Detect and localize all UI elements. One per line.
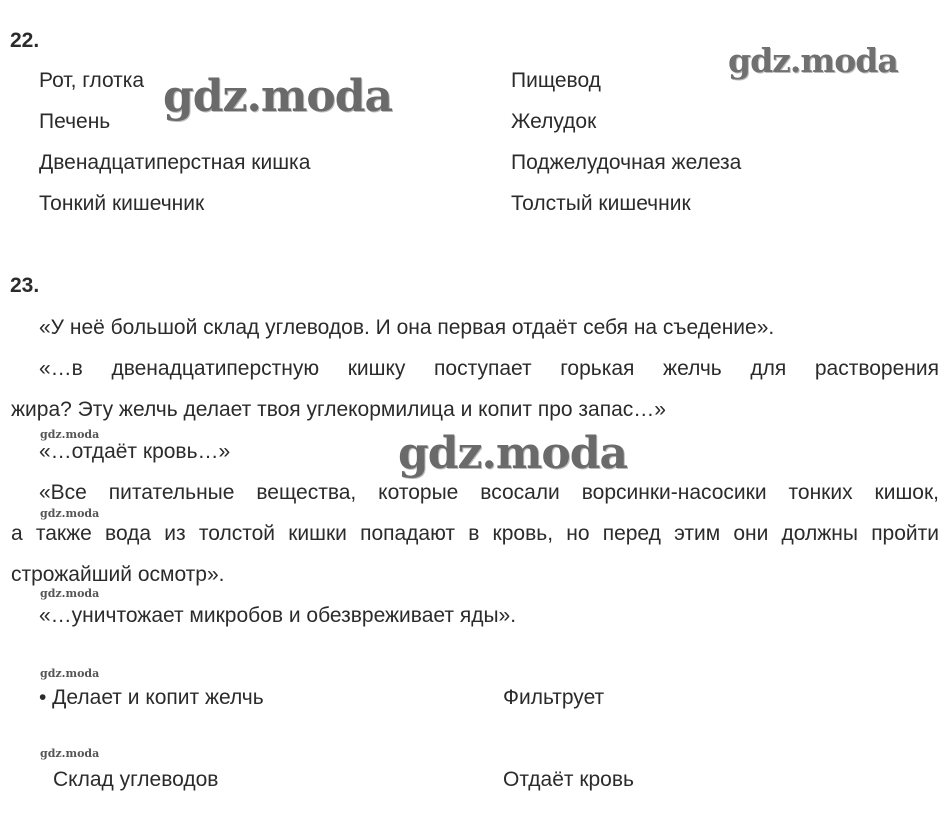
organ-liver: Печень <box>39 110 111 133</box>
quote-inspection-line2: а также вода из толстой кишки попадают в кровь, но перед этим они должны пройти <box>11 522 939 545</box>
task-22-number: 22. <box>10 29 40 52</box>
answer-carb-storage: Склад углеводов <box>53 768 219 791</box>
watermark-center: gdz.moda <box>398 428 628 479</box>
task-23-number: 23. <box>10 274 40 297</box>
watermark-small: gdz.moda <box>40 747 100 760</box>
watermark-top-right: gdz.moda <box>728 41 898 80</box>
quote-bile-line1: «…в двенадцатиперстную кишку поступает горькая желчь для растворения <box>39 357 939 380</box>
organ-mouth-pharynx: Рот, глотка <box>39 69 145 92</box>
quote-gives-blood: «…отдаёт кровь…» <box>39 440 231 463</box>
organ-duodenum: Двенадцатиперстная кишка <box>39 151 311 174</box>
watermark-small: gdz.moda <box>40 667 100 680</box>
answer-gives-blood: Отдаёт кровь <box>503 768 634 791</box>
quote-inspection-line1: «Все питательные вещества, которые всосали ворсинки-насосики тонких кишок, <box>39 481 939 504</box>
answer-filters: Фильтрует <box>503 686 605 709</box>
organ-small-intestine: Тонкий кишечник <box>39 192 205 215</box>
watermark-small: gdz.moda <box>40 507 100 520</box>
quote-storage: «У неё большой склад углеводов. И она первая отдаёт себя на съедение». <box>39 316 775 339</box>
watermark-large: gdz.moda <box>163 71 393 122</box>
organ-large-intestine: Толстый кишечник <box>511 192 691 215</box>
organ-pancreas: Поджелудочная железа <box>511 151 742 174</box>
quote-inspection-line3: строжайший осмотр». <box>11 563 225 586</box>
watermark-small: gdz.moda <box>40 428 100 441</box>
watermark-small: gdz.moda <box>40 587 100 600</box>
quote-microbes: «…уничтожает микробов и обезвреживает яды». <box>39 604 517 627</box>
organ-esophagus: Пищевод <box>511 69 601 92</box>
answer-bile: • Делает и копит желчь <box>39 686 264 709</box>
organ-stomach: Желудок <box>511 110 597 133</box>
quote-bile-line2: жира? Эту желчь делает твоя углекормилица и копит про запас…» <box>11 398 666 421</box>
